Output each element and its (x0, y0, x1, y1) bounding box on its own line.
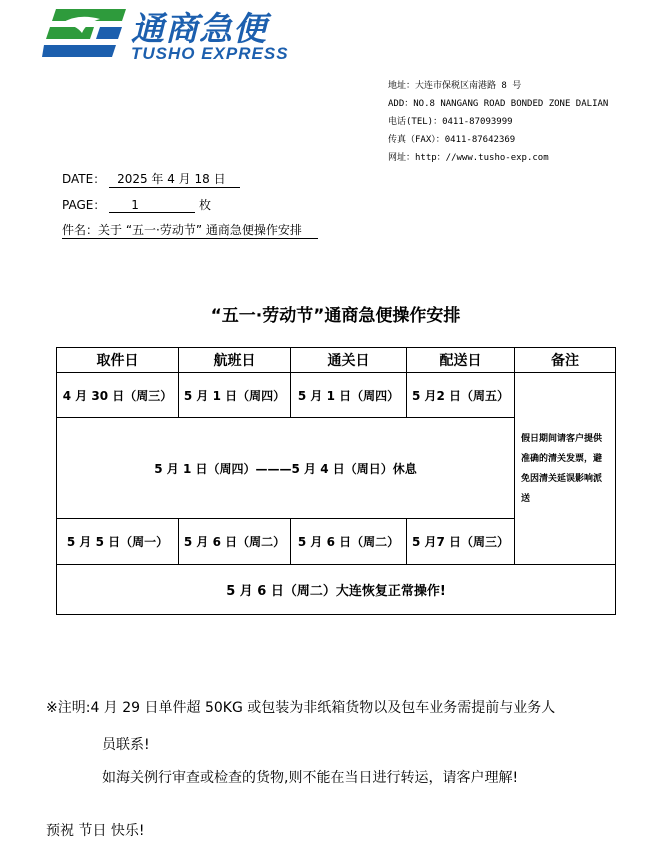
header-flight: 航班日 (179, 348, 291, 373)
subject-line (62, 221, 318, 239)
bird-logo-icon (42, 5, 128, 61)
subject-label: 件名： (62, 223, 99, 237)
address-en: ADD：NO.8 NANGANG ROAD BONDED ZONE DALIAN (388, 99, 609, 109)
date-label: DATE： (62, 172, 106, 186)
remarks-note: 假日期间请客户提供准确的清关发票，避免因清关延误影响派送 (515, 373, 616, 565)
table-row (57, 565, 616, 615)
closing-greeting: 预祝 节日 快乐! (46, 823, 145, 839)
header-delivery: 配送日 (407, 348, 515, 373)
page-label: PAGE： (62, 198, 106, 212)
page-line (62, 196, 211, 213)
subject-value: 关于 “五一·劳动节” 通商急便操作安排 (98, 223, 302, 237)
resume-cell: 5 月 6 日（周二）大连恢复正常操作! (57, 565, 616, 615)
table-cell: 5 月7 日（周三） (407, 519, 515, 565)
table-cell: 5 月 6 日（周二） (291, 519, 407, 565)
table-cell: 4 月 30 日（周三） (57, 373, 179, 418)
website: 网址：http：//www.tusho-exp.com (388, 153, 549, 163)
table-cell: 5 月 5 日（周一） (57, 519, 179, 565)
header-remarks: 备注 (515, 348, 616, 373)
table-cell: 5 月 1 日（周四） (179, 373, 291, 418)
holiday-cell: 5 月 1 日（周四）———5 月 4 日（周日）休息 (57, 418, 515, 519)
header-pickup: 取件日 (57, 348, 179, 373)
page-value: 1 (109, 198, 195, 213)
header-customs: 通关日 (291, 348, 407, 373)
note-line-3: 如海关例行审查或检查的货物,则不能在当日进行转运，请客户理解! (102, 770, 519, 786)
document-title: “五一·劳动节”通商急便操作安排 (210, 306, 461, 326)
company-name-en: TUSHO EXPRESS (131, 44, 289, 63)
date-line (62, 170, 240, 188)
table-row (57, 373, 616, 418)
address-cn: 地址：大连市保税区南港路 8 号 (388, 81, 522, 91)
table-header-row (57, 348, 616, 373)
schedule-table (56, 347, 616, 615)
table-cell: 5 月 6 日（周二） (179, 519, 291, 565)
table-cell: 5 月2 日（周五） (407, 373, 515, 418)
page-unit: 枚 (199, 198, 212, 212)
table-cell: 5 月 1 日（周四） (291, 373, 407, 418)
note-line-2: 员联系! (102, 737, 150, 753)
date-value: 2025 年 4 月 18 日 (109, 170, 240, 188)
fax: 传真（FAX）：0411-87642369 (388, 135, 516, 145)
tel: 电话(TEL)：0411-87093999 (388, 117, 513, 127)
note-line-1: ※注明:4 月 29 日单件超 50KG 或包装为非纸箱货物以及包车业务需提前与业务人 (46, 700, 556, 716)
company-name-cn: 通商急便 (131, 9, 267, 48)
